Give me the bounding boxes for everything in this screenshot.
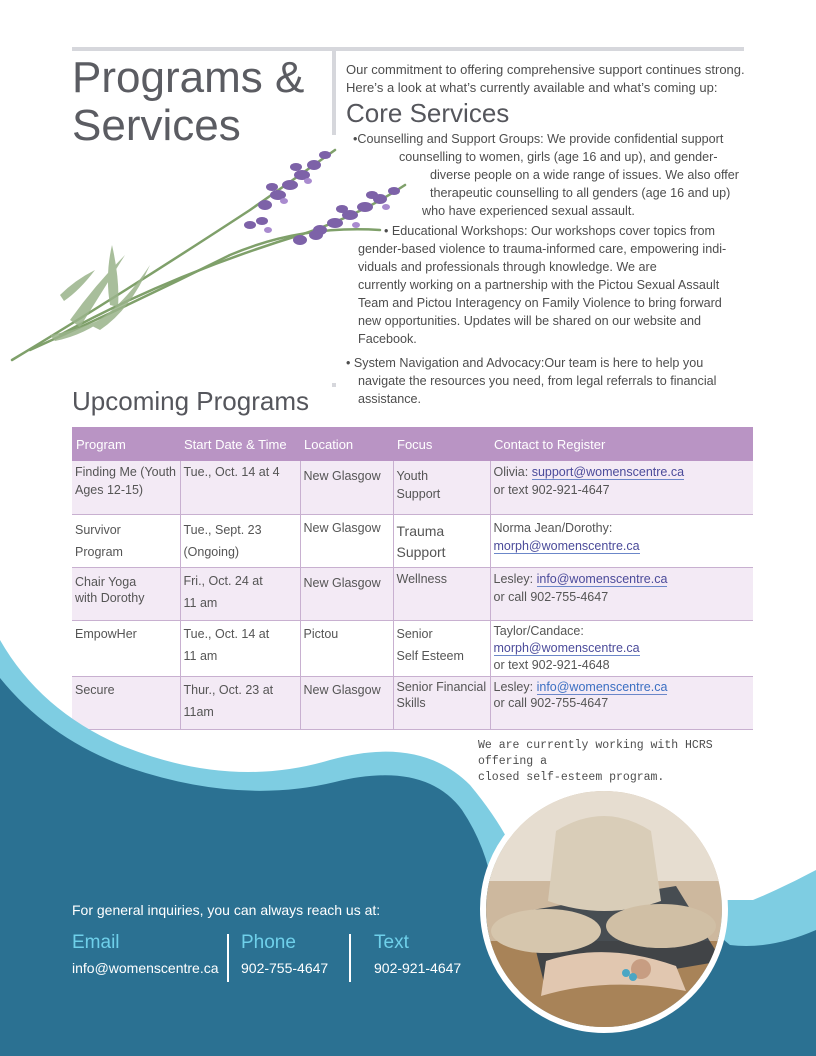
- contact-cell: Olivia: support@womenscentre.ca or text 902-921-4647: [493, 465, 685, 497]
- focus-cell: Youth Support: [393, 461, 490, 514]
- inquiries-text: For general inquiries, you can always reach us at:: [72, 902, 381, 918]
- vertical-divider: [332, 51, 336, 135]
- location-cell: New Glasgow: [300, 676, 393, 729]
- date-cell: Tue., Oct. 14 at 11 am: [180, 620, 300, 676]
- location-cell: New Glasgow: [300, 461, 393, 514]
- column-header: Focus: [393, 427, 490, 461]
- program-cell: Chair Yoga with Dorothy: [72, 567, 180, 620]
- date-cell: Tue., Sept. 23 (Ongoing): [180, 514, 300, 567]
- top-divider: [72, 47, 744, 51]
- text-value[interactable]: 902-921-4647: [374, 960, 462, 976]
- focus-cell: Senior Financial Skills: [393, 676, 490, 729]
- column-header: Start Date & Time: [180, 427, 300, 461]
- email-link[interactable]: support@womenscentre.ca: [531, 465, 685, 479]
- lavender-sprig-illustration: [0, 135, 420, 375]
- email-label: Email: [72, 932, 120, 953]
- hcrs-note: We are currently working with HCRS offering a closed self-esteem program.: [478, 739, 713, 784]
- intro-text: Our commitment to offering comprehensive support continues strong. Here’s a look at what’s currently available and what’s coming up:: [346, 62, 745, 95]
- phone-value[interactable]: 902-755-4647: [241, 960, 329, 976]
- program-cell: Secure: [72, 676, 180, 729]
- column-header: Program: [72, 427, 180, 461]
- yoga-photo: [480, 785, 728, 1033]
- location-cell: New Glasgow: [300, 514, 393, 567]
- phone-label: Phone: [241, 932, 296, 953]
- date-cell: Tue., Oct. 14 at 4: [180, 461, 300, 514]
- email-link[interactable]: info@womenscentre.ca: [536, 571, 668, 586]
- program-cell: Finding Me (Youth Ages 12-15): [72, 461, 180, 514]
- vertical-divider-fragment: [332, 383, 336, 387]
- program-cell: EmpowHer: [72, 620, 180, 676]
- location-cell: New Glasgow: [300, 567, 393, 620]
- text-label: Text: [374, 932, 409, 953]
- contact-cell: Lesley: info@womenscentre.ca or call 902-755-4647: [493, 571, 668, 604]
- email-link[interactable]: info@womenscentre.ca: [536, 679, 668, 694]
- core-services-heading: Core Services: [346, 98, 510, 128]
- focus-cell: Senior Self Esteem: [393, 620, 490, 676]
- table-header-row: [72, 427, 753, 461]
- date-cell: Thur., Oct. 23 at 11am: [180, 676, 300, 729]
- column-header: Location: [300, 427, 393, 461]
- contact-divider: [349, 934, 351, 982]
- contact-cell: Norma Jean/Dorothy: morph@womenscentre.ca: [493, 520, 640, 553]
- table-row: [72, 514, 753, 567]
- column-header: Contact to Register: [490, 427, 753, 461]
- email-value[interactable]: info@womenscentre.ca: [72, 960, 219, 976]
- email-link[interactable]: morph@womenscentre.ca: [493, 538, 640, 553]
- date-cell: Fri., Oct. 24 at 11 am: [180, 567, 300, 620]
- program-cell: Survivor Program: [72, 514, 180, 567]
- focus-cell: Wellness: [393, 567, 490, 620]
- location-cell: Pictou: [300, 620, 393, 676]
- page-title: Programs & Services: [72, 53, 305, 150]
- table-row: [72, 461, 753, 514]
- focus-cell: Trauma Support: [393, 514, 490, 567]
- upcoming-programs-heading: Upcoming Programs: [72, 386, 309, 416]
- contact-divider: [227, 934, 229, 982]
- contact-cell: Lesley: info@womenscentre.ca or call 902-755-4647: [493, 679, 668, 710]
- contact-cell: Taylor/Candace: morph@womenscentre.ca or text 902-921-4648: [493, 623, 640, 672]
- email-link[interactable]: morph@womenscentre.ca: [493, 640, 640, 655]
